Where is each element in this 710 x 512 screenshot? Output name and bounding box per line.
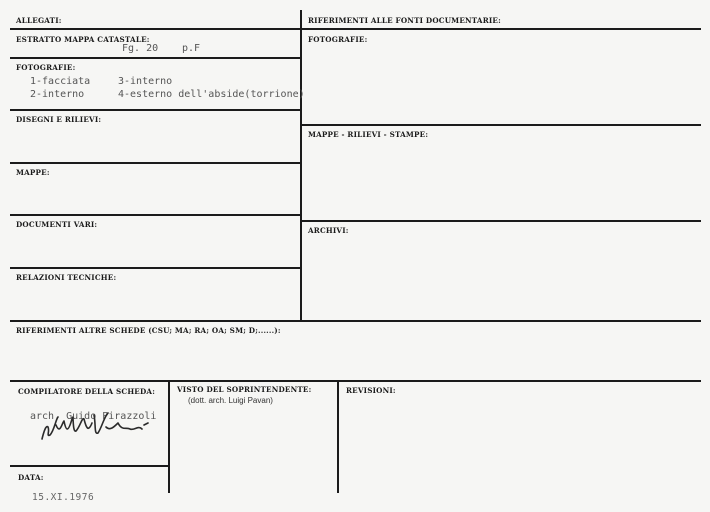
estratto-p-value: p.F [182,43,201,54]
estratto-mappa-label: ESTRATTO MAPPA CATASTALE: [16,35,150,44]
photo-item: 2-interno [30,89,85,100]
divider-data [10,465,168,467]
archivi-label: ARCHIVI: [308,226,349,235]
divider-documenti [10,214,300,216]
right-fotografie-label: FOTOGRAFIE: [308,35,368,44]
divider-mappe [10,162,300,164]
estratto-fg-value: Fg. 20 [122,43,159,54]
divider-fotografie [10,57,300,59]
divider-visto-revisioni [337,380,339,493]
divider-relazioni [10,267,300,269]
documenti-vari-label: DOCUMENTI VARI: [16,220,98,229]
mappe-rilievi-stampe-label: MAPPE - RILIEVI - STAMPE: [308,130,429,139]
photo-item: 3-interno [118,76,173,87]
divider-estratto [10,28,300,30]
relazioni-tecniche-label: RELAZIONI TECNICHE: [16,273,117,282]
allegati-label: ALLEGATI: [16,16,62,25]
divider-disegni [10,109,300,111]
photo-item: 4-esterno dell'abside(torrione) [118,89,305,100]
riferimenti-altre-schede-label: RIFERIMENTI ALTRE SCHEDE (CSU; MA; RA; OA; SM; D;......): [16,326,281,335]
signature [38,405,158,445]
date-stamp: 15.XI.1976 [32,492,95,503]
divider-right-fotografie [301,28,701,30]
divider-right-mappe [301,124,701,126]
divider-compilatore-visto [168,380,170,493]
center-divider [300,10,302,320]
compilatore-name: arch. Guido Pirazzoli [30,411,157,422]
divider-bottom-section [10,380,701,382]
visto-soprintendente-name: (dott. arch. Luigi Pavan) [188,396,273,405]
riferimenti-fonti-label: RIFERIMENTI ALLE FONTI DOCUMENTARIE: [308,16,501,25]
data-label: DATA: [18,473,44,482]
revisioni-label: REVISIONI: [346,386,396,395]
fotografie-label: FOTOGRAFIE: [16,63,76,72]
disegni-rilievi-label: DISEGNI E RILIEVI: [16,115,102,124]
photo-item: 1-facciata [30,76,91,87]
compilatore-label: COMPILATORE DELLA SCHEDA: [18,387,156,396]
divider-riferimenti-schede [10,320,701,322]
mappe-label: MAPPE: [16,168,50,177]
divider-right-archivi [301,220,701,222]
visto-soprintendente-label: VISTO DEL SOPRINTENDENTE: [177,385,312,394]
